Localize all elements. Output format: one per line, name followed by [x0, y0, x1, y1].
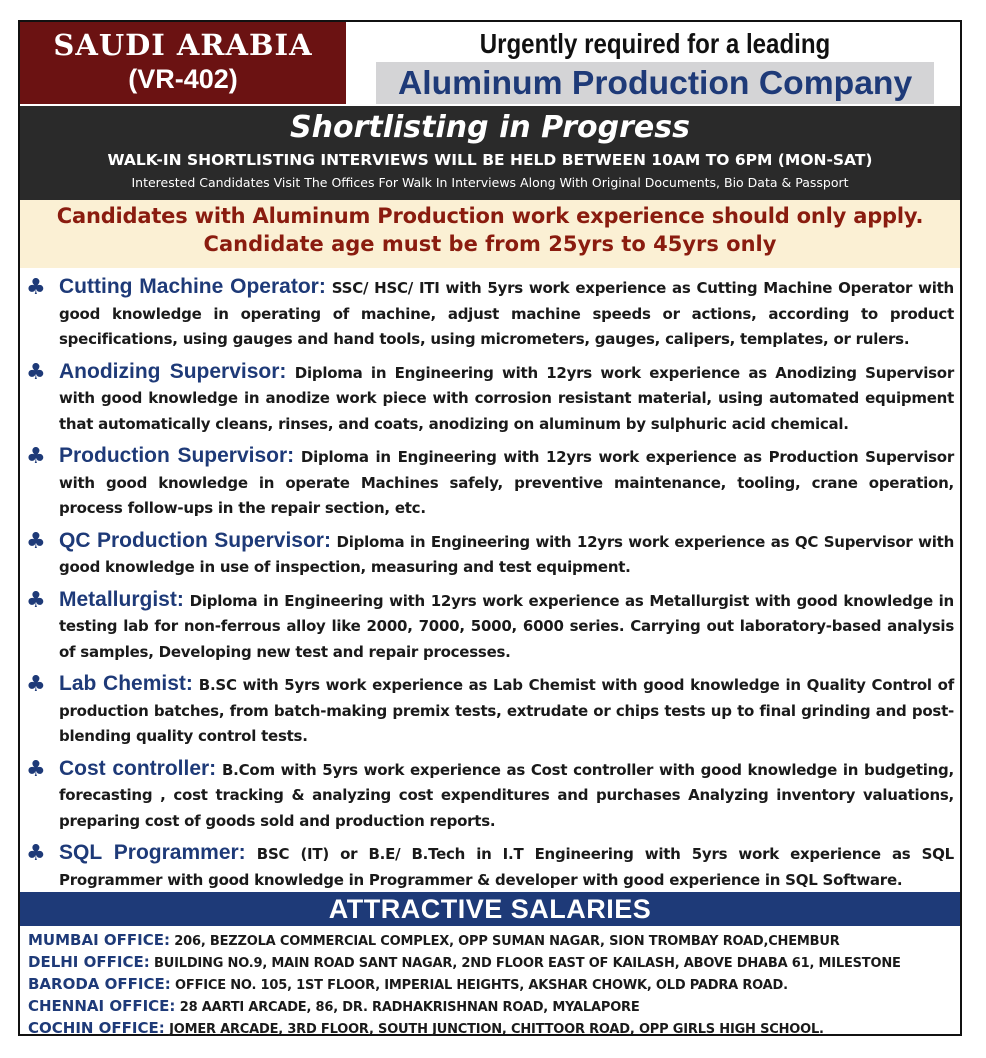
club-bullet-icon: ♣: [26, 587, 46, 613]
job-title: Metallurgist:: [59, 587, 184, 611]
job-description: B.Com with 5yrs work experience as Cost controller with good knowledge in budgeting, forecasting , cost tracking & analyzing cost expenditures and purchases Analyzing inventory valuations, preparing cost of goods sold and production reports.: [59, 760, 954, 830]
office-address: OFFICE NO. 105, 1ST FLOOR, IMPERIAL HEIGHTS, AKSHAR CHOWK, OLD PADRA ROAD.: [170, 978, 788, 993]
club-bullet-icon: ♣: [26, 359, 46, 385]
job-item: [26, 756, 954, 835]
job-item: [26, 528, 954, 581]
job-title: QC Production Supervisor:: [59, 528, 331, 552]
job-title: Production Supervisor:: [59, 444, 295, 467]
country-box: [20, 22, 346, 104]
office-item: [28, 974, 958, 996]
job-description: Diploma in Engineering with 12yrs work experience as Anodizing Supervisor with good knowledge in anodize work piece with corrosion resistant material, using automated equipment that automatically cleans, rinses, and coats, anodizing on aluminum by sulphuric acid chemical.: [59, 363, 954, 433]
office-address: BUILDING NO.9, MAIN ROAD SANT NAGAR, 2ND FLOOR EAST OF KAILASH, ABOVE DHABA 61, MILESTONE: [149, 956, 901, 971]
office-item: [28, 952, 958, 974]
club-bullet-icon: ♣: [26, 528, 46, 554]
club-bullet-icon: ♣: [26, 756, 46, 782]
job-item: [26, 443, 954, 522]
requirement-experience: Candidates with Aluminum Production work experience should only apply.: [56, 204, 924, 228]
job-description: B.SC with 5yrs work experience as Lab Chemist with good knowledge in Quality Control of production batches, from batch-making premix tests, extrudate or chips tests up to final grinding and post-blending quality control tests.: [59, 676, 954, 745]
job-title: SQL Programmer:: [59, 841, 246, 864]
shortlisting-band: [20, 106, 960, 200]
job-description: SSC/ HSC/ ITI with 5yrs work experience as Cutting Machine Operator with good knowledge in operating of machine, adjust machine speeds or actions, according to product specifications, using gauges and hand tools, using micrometers, gauges, calipers, templates, or rulers.: [59, 279, 954, 348]
office-item: [28, 1018, 958, 1040]
job-description: Diploma in Engineering with 12yrs work experience as Production Supervisor with good knowledge in operate Machines safely, preventive maintenance, tooling, crane operation, process follow-ups in the repair section, etc.: [59, 448, 954, 517]
office-name: DELHI OFFICE:: [28, 953, 150, 971]
office-name: CHENNAI OFFICE:: [28, 997, 176, 1015]
job-item: [26, 587, 954, 666]
job-description: Diploma in Engineering with 12yrs work experience as QC Supervisor with good knowledge in use of inspection, measuring and test equipment.: [59, 532, 954, 576]
job-title: Anodizing Supervisor:: [59, 359, 287, 383]
job-item: [26, 840, 954, 893]
club-bullet-icon: ♣: [26, 275, 46, 300]
shortlisting-title: Shortlisting in Progress: [290, 110, 690, 145]
office-name: COCHIN OFFICE:: [28, 1019, 165, 1037]
job-item: [26, 359, 954, 438]
club-bullet-icon: ♣: [26, 672, 46, 697]
job-description: Diploma in Engineering with 12yrs work experience as Metallurgist with good knowledge in testing lab for non-ferrous alloy like 2000, 7000, 5000, 6000 series. Carrying out laboratory-based analysis of samples, Developing new test and repair processes.: [59, 591, 954, 661]
job-title: Cost controller:: [59, 756, 217, 780]
company-name: Aluminum Production Company: [397, 64, 913, 101]
job-title: Cutting Machine Operator:: [59, 275, 326, 298]
office-address: 28 AARTI ARCADE, 86, DR. RADHAKRISHNAN ROAD, MYALAPORE: [175, 1000, 640, 1015]
visit-notice: Interested Candidates Visit The Offices For Walk In Interviews Along With Original Documents, Bio Data & Passport: [131, 175, 849, 190]
office-address: 206, BEZZOLA COMMERCIAL COMPLEX, OPP SUMAN NAGAR, SION TROMBAY ROAD,CHEMBUR: [169, 934, 840, 949]
job-title: Lab Chemist:: [59, 672, 193, 695]
club-bullet-icon: ♣: [26, 444, 46, 469]
reference-code: (VR-402): [128, 64, 238, 94]
urgent-heading: Urgently required for a leading: [479, 28, 831, 59]
job-description: BSC (IT) or B.E/ B.Tech in I.T Engineering with 5yrs work experience as SQL Programmer with good knowledge in Programmer & developer with good experience in SQL Software.: [59, 845, 954, 889]
office-name: MUMBAI OFFICE:: [28, 931, 170, 949]
salary-banner: ATTRACTIVE SALARIES: [20, 892, 960, 926]
office-list: [28, 930, 958, 1040]
office-item: [28, 996, 958, 1018]
office-name: BARODA OFFICE:: [28, 975, 171, 993]
club-bullet-icon: ♣: [26, 841, 46, 866]
requirement-age: Candidate age must be from 25yrs to 45yrs only: [203, 232, 777, 256]
company-box: [376, 62, 934, 104]
job-list: [26, 274, 954, 899]
office-address: JOMER ARCADE, 3RD FLOOR, SOUTH JUNCTION, CHITTOOR ROAD, OPP GIRLS HIGH SCHOOL.: [164, 1022, 824, 1037]
country-title: SAUDI ARABIA: [53, 28, 313, 62]
requirements-band: [20, 200, 960, 268]
walkin-notice: WALK-IN SHORTLISTING INTERVIEWS WILL BE HELD BETWEEN 10AM TO 6PM (MON-SAT): [107, 151, 873, 169]
job-item: [26, 274, 954, 353]
job-item: [26, 671, 954, 750]
office-item: [28, 930, 958, 952]
